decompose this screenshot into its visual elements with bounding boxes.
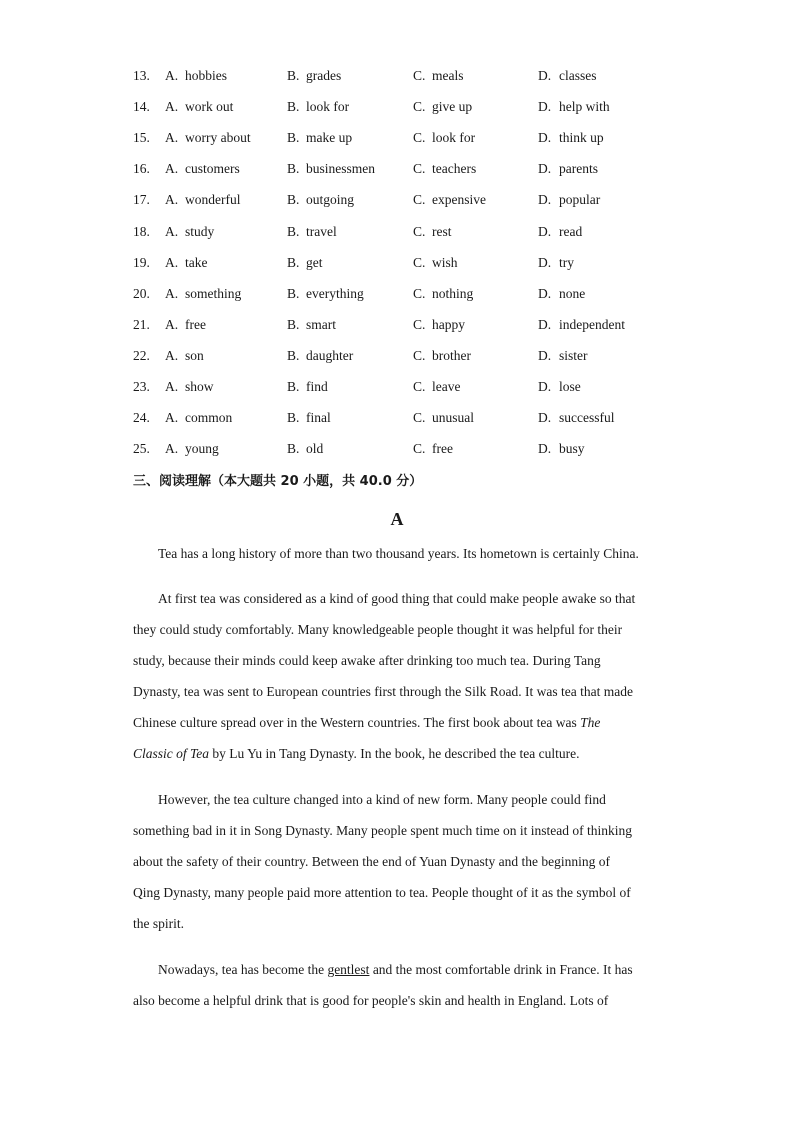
option-a: study: [185, 223, 215, 239]
question-number: 25.: [133, 441, 150, 457]
option-a-letter: A.: [165, 68, 179, 83]
option-a: hobbies: [185, 68, 227, 83]
question-row: [0, 377, 794, 397]
question-row: [0, 222, 794, 242]
option-c-letter: C.: [413, 68, 426, 83]
option-c-letter: C.: [413, 130, 426, 146]
option-a: wonderful: [185, 192, 241, 208]
option-b: daughter: [306, 347, 354, 363]
question-number: 23.: [133, 379, 150, 394]
option-b: outgoing: [306, 192, 355, 208]
passage-line: [158, 960, 698, 980]
option-b: look for: [306, 99, 350, 115]
option-b-letter: B.: [287, 285, 300, 301]
option-d-letter: D.: [538, 285, 552, 301]
option-d-letter: D.: [538, 379, 552, 394]
passage-line: [133, 713, 673, 733]
passage-line: At first tea was considered as a kind of good thing that could make people awake so that: [158, 591, 636, 606]
option-d-letter: D.: [538, 223, 552, 239]
option-d-letter: D.: [538, 192, 552, 208]
option-a-letter: A.: [165, 223, 179, 239]
option-c-letter: C.: [413, 441, 426, 457]
question-row: [0, 346, 794, 366]
option-b-letter: B.: [287, 410, 300, 426]
underlined-word: gentlest: [327, 962, 370, 977]
option-c: free: [432, 441, 453, 457]
option-b-letter: B.: [287, 316, 300, 332]
option-a-letter: A.: [165, 161, 179, 177]
option-d: read: [559, 223, 583, 239]
option-a-letter: A.: [165, 285, 179, 301]
option-b-letter: B.: [287, 130, 300, 146]
option-c-letter: C.: [413, 254, 426, 270]
question-row: [0, 190, 794, 210]
option-a-letter: A.: [165, 130, 179, 146]
question-row: [0, 315, 794, 335]
option-b-letter: B.: [287, 379, 300, 394]
option-b-letter: B.: [287, 161, 300, 177]
option-d-letter: D.: [538, 99, 552, 115]
option-b: everything: [306, 285, 364, 301]
option-c-letter: C.: [413, 316, 426, 332]
question-number: 14.: [133, 99, 150, 115]
option-a-letter: A.: [165, 99, 179, 115]
passage-line: Qing Dynasty, many people paid more attention to tea. People thought of it as the symbol of: [133, 885, 631, 900]
option-a: common: [185, 410, 233, 426]
option-a-letter: A.: [165, 347, 179, 363]
option-a-letter: A.: [165, 192, 179, 208]
option-a: worry about: [185, 130, 251, 146]
book-title-part: The: [580, 715, 601, 730]
passage-line: Dynasty, tea was sent to European countries first through the Silk Road. It was tea that made: [133, 684, 634, 699]
option-b-letter: B.: [287, 347, 300, 363]
option-c: teachers: [432, 161, 477, 177]
option-a-letter: A.: [165, 316, 179, 332]
option-c: wish: [432, 254, 458, 270]
option-d: try: [559, 254, 574, 270]
passage-text: Nowadays, tea has become the: [158, 962, 328, 977]
option-a: show: [185, 379, 214, 394]
option-b-letter: B.: [287, 192, 300, 208]
option-a-letter: A.: [165, 379, 179, 394]
option-d: parents: [559, 161, 598, 177]
option-a-letter: A.: [165, 441, 179, 457]
option-a-letter: A.: [165, 410, 179, 426]
option-d-letter: D.: [538, 347, 552, 363]
option-d-letter: D.: [538, 441, 552, 457]
question-number: 17.: [133, 192, 150, 208]
option-c: meals: [432, 68, 464, 83]
passage-line: study, because their minds could keep awake after drinking too much tea. During Tang: [133, 653, 601, 668]
option-d: think up: [559, 130, 604, 146]
question-number: 15.: [133, 130, 150, 146]
question-number: 13.: [133, 68, 150, 83]
question-number: 20.: [133, 285, 150, 301]
option-c-letter: C.: [413, 410, 426, 426]
question-row: [0, 408, 794, 428]
option-b: old: [306, 441, 324, 457]
question-number: 19.: [133, 254, 150, 270]
question-number: 21.: [133, 316, 150, 332]
option-c-letter: C.: [413, 192, 426, 208]
option-c: brother: [432, 347, 471, 363]
option-b: final: [306, 410, 331, 426]
section-heading: 三、阅读理解（本大题共 20 小题，共 40.0 分）: [133, 474, 423, 489]
option-c-letter: C.: [413, 285, 426, 301]
passage-line: they could study comfortably. Many knowledgeable people thought it was helpful for their: [133, 622, 623, 637]
option-c: give up: [432, 99, 473, 115]
option-a: young: [185, 441, 219, 457]
option-b: grades: [306, 68, 342, 83]
option-c: unusual: [432, 410, 474, 426]
option-c: happy: [432, 316, 465, 332]
option-b: make up: [306, 130, 353, 146]
option-d: busy: [559, 441, 585, 457]
passage-line: Tea has a long history of more than two thousand years. Its hometown is certainly China.: [158, 546, 639, 561]
question-number: 24.: [133, 410, 150, 426]
option-d-letter: D.: [538, 410, 552, 426]
passage-line: also become a helpful drink that is good for people's skin and health in England. Lots of: [133, 993, 609, 1008]
passage-line: [133, 744, 673, 764]
option-a: customers: [185, 161, 240, 177]
passage-line: about the safety of their country. Between the end of Yuan Dynasty and the beginning of: [133, 854, 610, 869]
option-d-letter: D.: [538, 161, 552, 177]
passage-line: the spirit.: [133, 916, 184, 931]
question-number: 18.: [133, 223, 150, 239]
question-row: [0, 253, 794, 273]
option-d-letter: D.: [538, 254, 552, 270]
question-row: [0, 284, 794, 304]
option-b: travel: [306, 223, 337, 239]
option-a: son: [185, 347, 204, 363]
option-d: none: [559, 285, 586, 301]
passage-title: A: [390, 509, 404, 529]
option-d: lose: [559, 379, 581, 394]
book-title-part: Classic of Tea: [133, 746, 210, 761]
option-a: work out: [185, 99, 234, 115]
question-row: [0, 159, 794, 179]
option-d: sister: [559, 347, 588, 363]
option-a: free: [185, 316, 206, 332]
option-b: get: [306, 254, 323, 270]
question-row: [0, 439, 794, 459]
question-row: [0, 66, 794, 86]
option-b: businessmen: [306, 161, 375, 177]
option-c: nothing: [432, 285, 474, 301]
option-b-letter: B.: [287, 68, 300, 83]
option-a-letter: A.: [165, 254, 179, 270]
option-d: help with: [559, 99, 610, 115]
option-c: leave: [432, 379, 461, 394]
passage-text: Chinese culture spread over in the Western countries. The first book about tea was: [133, 715, 581, 730]
option-c: look for: [432, 130, 476, 146]
option-c: rest: [432, 223, 452, 239]
option-d: popular: [559, 192, 601, 208]
option-b-letter: B.: [287, 254, 300, 270]
option-c-letter: C.: [413, 347, 426, 363]
option-b-letter: B.: [287, 223, 300, 239]
option-d: classes: [559, 68, 597, 83]
passage-text: by Lu Yu in Tang Dynasty. In the book, he described the tea culture.: [209, 746, 580, 761]
question-number: 22.: [133, 347, 150, 363]
option-c-letter: C.: [413, 223, 426, 239]
question-number: 16.: [133, 161, 150, 177]
option-b-letter: B.: [287, 99, 300, 115]
option-b: find: [306, 379, 328, 394]
option-d-letter: D.: [538, 316, 552, 332]
option-b-letter: B.: [287, 441, 300, 457]
option-d-letter: D.: [538, 68, 552, 83]
option-c-letter: C.: [413, 161, 426, 177]
option-a: something: [185, 285, 242, 301]
option-c-letter: C.: [413, 379, 426, 394]
option-d: successful: [559, 410, 615, 426]
option-d-letter: D.: [538, 130, 552, 146]
passage-line: something bad in it in Song Dynasty. Many people spent much time on it instead of thinking: [133, 823, 632, 838]
passage-text: and the most comfortable drink in France. It has: [369, 962, 633, 977]
question-row: [0, 128, 794, 148]
option-c-letter: C.: [413, 99, 426, 115]
question-row: [0, 97, 794, 117]
option-d: independent: [559, 316, 625, 332]
option-a: take: [185, 254, 208, 270]
passage-line: However, the tea culture changed into a kind of new form. Many people could find: [158, 792, 606, 807]
option-b: smart: [306, 316, 336, 332]
option-c: expensive: [432, 192, 486, 208]
